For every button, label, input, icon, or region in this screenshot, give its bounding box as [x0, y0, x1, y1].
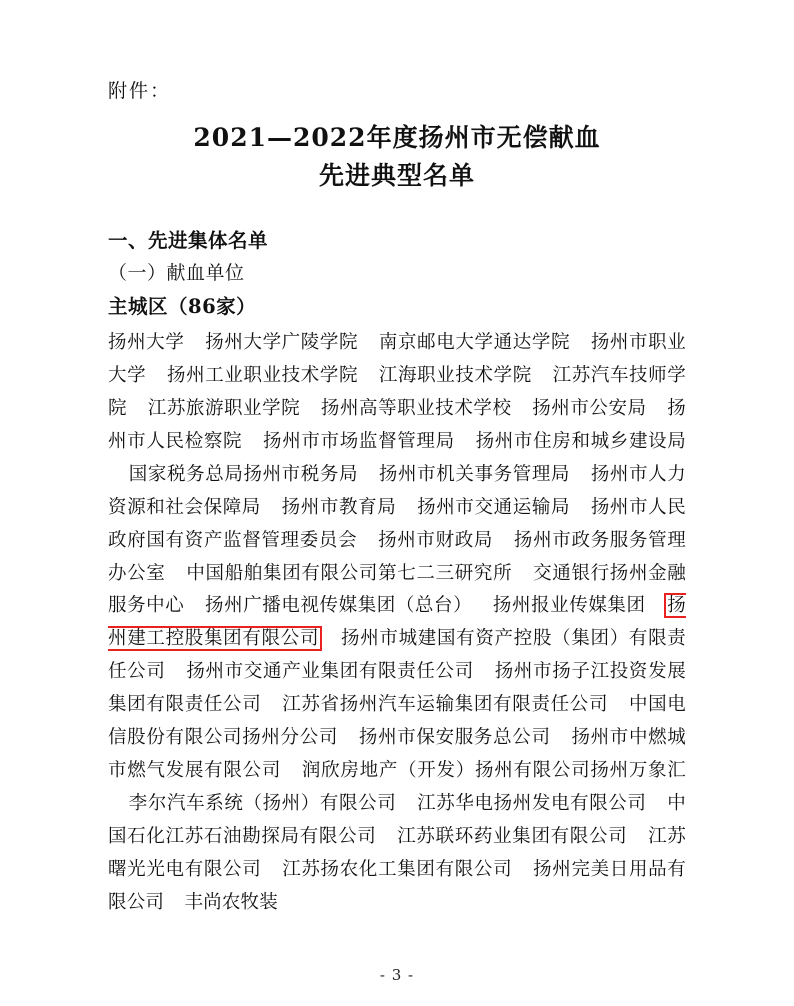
entity-name: 扬州市公安局	[531, 397, 647, 419]
entity-name: 丰尚农牧装	[184, 891, 278, 913]
entity-name: 扬州市住房和城乡建设局	[475, 430, 687, 452]
entity-name: 扬州市交通运输局	[416, 496, 571, 518]
entity-name: 扬州市交通产业集团有限责任公司	[185, 661, 474, 683]
entity-name: 扬州市财政局	[377, 529, 494, 551]
entity-name: 江苏省扬州汽车运输集团有限责任公司	[281, 694, 609, 716]
title-line-2: 先进典型名单	[318, 161, 475, 191]
page-title	[108, 119, 686, 197]
entity-name: 扬州高等职业技术学校	[320, 397, 512, 419]
entity-name: 江苏华电扬州发电有限公司	[416, 793, 647, 814]
entity-name: 江苏曙光光电有限公司	[108, 825, 687, 880]
title-line-1: 2021—2022年度扬州市无偿献血	[193, 122, 601, 152]
entity-list-part-1	[108, 332, 686, 616]
entity-name: 扬州市人民检察院	[108, 397, 686, 452]
entity-name: 江苏旅游职业学院	[147, 397, 301, 419]
entity-name: 扬州广播电视传媒集团（总台）	[204, 595, 473, 617]
entity-name: 李尔汽车系统（扬州）有限公司	[128, 793, 397, 814]
entity-name: 扬州工业职业技术学院	[166, 365, 359, 387]
highlighted-entity: 扬州建工控股集团有限公司	[108, 595, 686, 650]
group-heading: 主城区（86家）	[108, 294, 257, 318]
entity-name: 江苏扬农化工集团有限公司	[281, 858, 513, 880]
entity-list-part-2	[108, 628, 686, 912]
entity-name: 扬州市中燃城市燃气发展有限公司	[108, 727, 687, 782]
entity-name: 扬州报业传媒集团	[492, 595, 646, 617]
entity-name: 扬州大学	[108, 332, 185, 354]
entity-list-paragraph	[108, 327, 686, 920]
entity-name: 润欣房地产（开发）扬州有限公司扬州万象汇	[301, 760, 686, 782]
sub-heading: （一）献血单位	[108, 262, 245, 285]
entity-name: 扬州市人民政府国有资产监督管理委员会	[108, 496, 686, 551]
page-number: - 3 -	[379, 966, 415, 984]
entity-name: 扬州市人力资源和社会保障局	[108, 463, 686, 518]
entity-name: 扬州市城建国有资产控股（集团）有限责任公司	[108, 628, 687, 683]
entity-name: 江海职业技术学院	[378, 365, 532, 387]
entity-name: 南京邮电大学通达学院	[378, 332, 571, 354]
attachment-label: 附件：	[108, 80, 172, 102]
entity-name: 扬州市扬子江投资发展集团有限责任公司	[108, 661, 686, 716]
entity-name: 扬州市保安服务总公司	[358, 727, 551, 749]
section-heading: 一、先进集体名单	[108, 229, 269, 253]
entity-name: 扬州市职业大学	[108, 332, 686, 387]
entity-name: 国家税务总局扬州市税务局	[128, 463, 359, 485]
entity-name: 交通银行扬州金融服务中心	[108, 562, 687, 617]
entity-name: 扬州市政务服务管理办公室	[108, 529, 687, 584]
entity-name: 中国船舶集团有限公司第七二三研究所	[185, 562, 513, 584]
entity-name: 江苏汽车技师学院	[108, 365, 686, 419]
entity-name: 扬州大学广陵学院	[204, 332, 359, 354]
entity-name: 扬州市机关事务管理局	[378, 463, 571, 485]
entity-name: 中国电信股份有限公司扬州分公司	[108, 694, 687, 749]
entity-name: 江苏联环药业集团有限公司	[396, 825, 628, 847]
entity-name: 扬州完美日用品有限公司	[108, 858, 687, 913]
entity-name: 扬州市教育局	[281, 496, 397, 518]
entity-name: 扬州市市场监督管理局	[262, 430, 455, 452]
entity-name: 中国石化江苏石油勘探局有限公司	[108, 793, 687, 847]
